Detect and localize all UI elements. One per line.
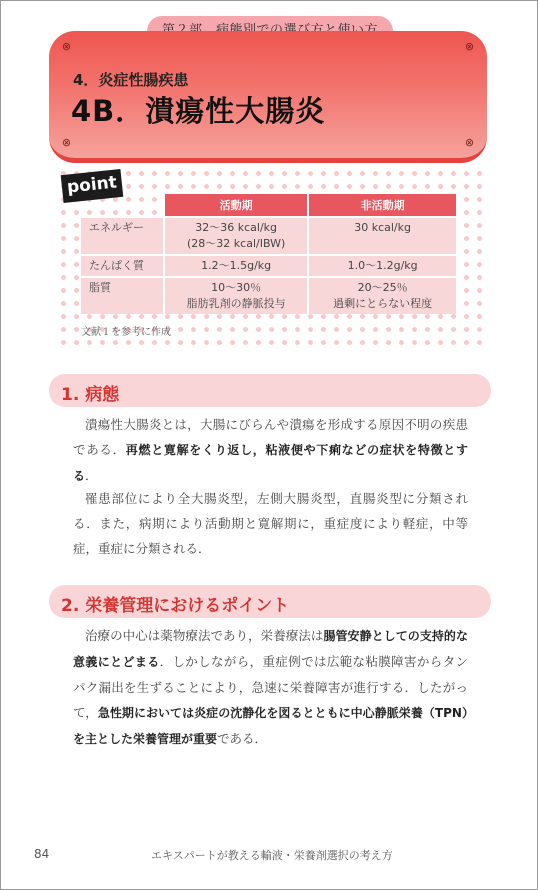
row-label: たんぱく質 [81, 255, 164, 277]
point-badge: point [61, 169, 124, 203]
paragraph [73, 623, 468, 752]
emphasis-text: 再燃と寛解をくり返し，粘液便や下痢などの症状を特徴とする [73, 443, 468, 483]
table-cell [308, 217, 457, 255]
nutrition-table [81, 194, 458, 314]
paragraph-text: ． [85, 468, 98, 483]
table-header-row [81, 194, 457, 217]
cell-line: 過剰にとらない程度 [333, 297, 433, 310]
page-title: 4B．潰瘍性大腸炎 [71, 94, 326, 128]
section-heading-text: 2. 栄養管理におけるポイント [61, 596, 290, 616]
cell-line: 10～30％ [211, 281, 262, 294]
screw-icon: ⊗ [464, 40, 475, 53]
table-cell [164, 217, 308, 255]
section-heading-text: 1. 病態 [61, 385, 120, 405]
table-source-note: 文献１を参考に作成 [81, 327, 171, 338]
table-row [81, 277, 457, 314]
running-footer: エキスパートが教える輸液・栄養剤選択の考え方 [151, 849, 393, 862]
section-heading-pathology [49, 374, 491, 407]
page-number: 84 [34, 847, 50, 861]
table-cell [308, 277, 457, 314]
paragraph-text: 治療の中心は薬物療法であり，栄養療法は [85, 628, 324, 643]
section-heading-nutrition [49, 585, 491, 618]
table-cell [308, 255, 457, 277]
cell-line: 32～36 kcal/kg [195, 221, 278, 234]
paragraph-text: 潰瘍性大腸炎とは，大腸にびらんや潰瘍を形成する原因不明の疾患である． [73, 417, 468, 457]
paragraph-text: である． [217, 731, 268, 746]
section-subtitle: 4．炎症性腸疾患 [73, 71, 189, 89]
row-label: エネルギー [81, 217, 164, 255]
table-header-active: 活動期 [164, 194, 308, 217]
paragraph [73, 412, 468, 489]
cell-line: 30 kcal/kg [354, 221, 411, 234]
table-header-inactive: 非活動期 [308, 194, 457, 217]
paragraph: 罹患部位により全大腸炎型，左側大腸炎型，直腸炎型に分類される．また，病期により活動期と寛解期に，重症度により軽症，中等症，重症に分類される． [73, 491, 468, 556]
table-cell [164, 255, 308, 277]
screw-icon: ⊗ [61, 40, 72, 53]
cell-line: 20～25％ [357, 281, 408, 294]
table-row [81, 255, 457, 277]
screw-icon: ⊗ [464, 136, 475, 149]
screw-icon: ⊗ [61, 136, 72, 149]
title-banner [49, 31, 487, 163]
table-header-blank [81, 194, 164, 217]
table-row [81, 217, 457, 255]
cell-line: (28～32 kcal/IBW) [187, 237, 286, 250]
table-cell [164, 277, 308, 314]
emphasis-text: 急性期においては炎症の沈静化を図るとともに中心静脈栄養（TPN）を主とした栄養管理が重要 [73, 706, 468, 746]
paragraph-text: ．しかしながら，重症例では広範な粘膜障害からタンパク漏出を生ずることにより，急速に栄養障害が進行する．したがって， [73, 654, 468, 720]
row-label: 脂質 [81, 277, 164, 314]
cell-line: 1.0～1.2g/kg [347, 259, 418, 272]
cell-line: 1.2～1.5g/kg [201, 259, 272, 272]
cell-line: 脂肪乳剤の静脈投与 [186, 297, 286, 310]
emphasis-text: 腸管安静としての支持的な意義にとどまる [73, 629, 468, 669]
